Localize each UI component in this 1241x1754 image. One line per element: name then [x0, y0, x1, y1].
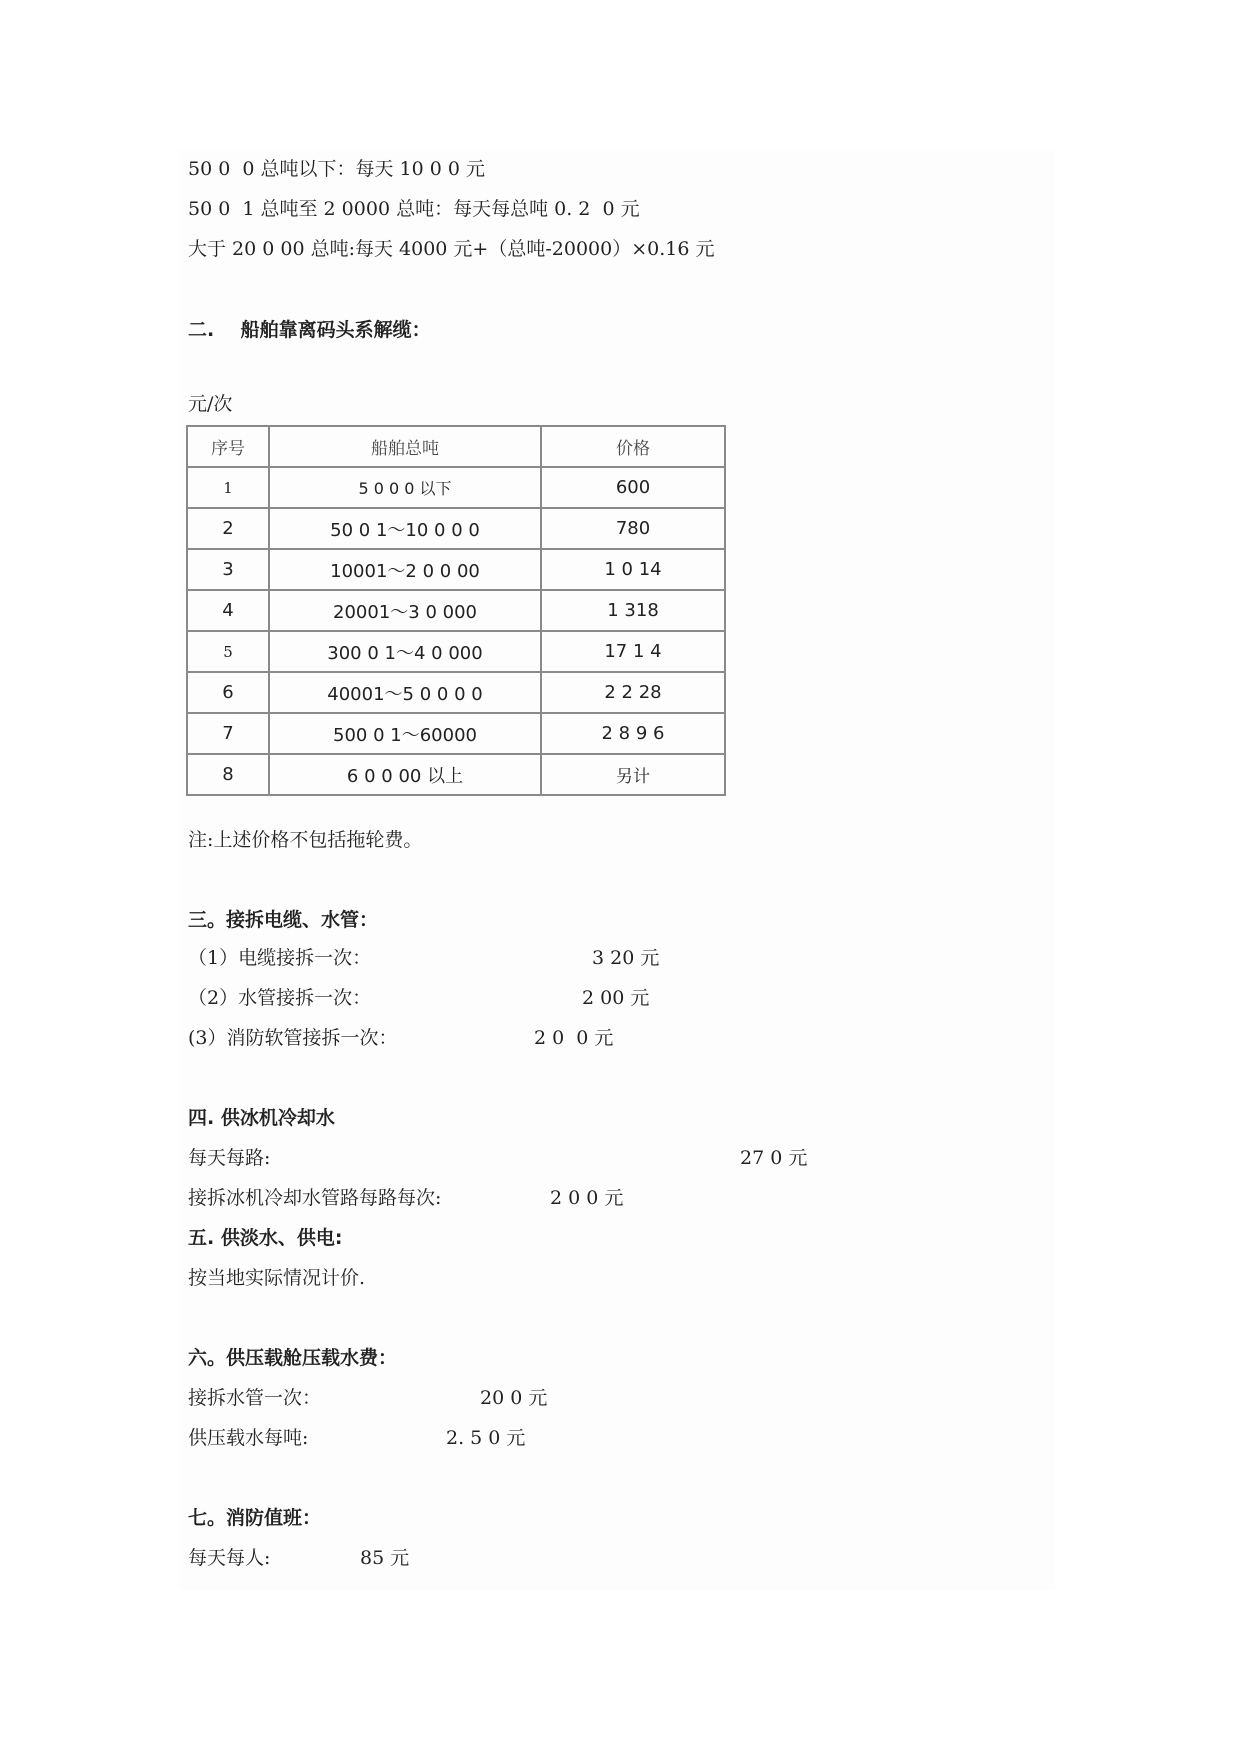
section3-heading: 三。接拆电缆、水管：	[188, 909, 379, 931]
table-header-row	[187, 426, 725, 467]
cell-index: 2	[187, 508, 269, 549]
table-row	[187, 631, 725, 672]
cell-tonnage: 5 0 0 0 以下	[269, 467, 541, 508]
section7-item-1-amount: 85 元	[360, 1547, 410, 1569]
cell-price: 780	[541, 508, 725, 549]
cell-price: 1 0 14	[541, 549, 725, 590]
section6-item-2-label: 供压载水每吨:	[188, 1427, 309, 1449]
section2-unit: 元/次	[188, 393, 233, 415]
intro-line-3: 大于 20 0 00 总吨:每天 4000 元+（总吨-20000）×0.16 元	[188, 238, 715, 260]
section4-item-1-label: 每天每路:	[188, 1147, 271, 1169]
header-price: 价格	[541, 426, 725, 467]
intro-line-2: 50 0 1 总吨至 2 0000 总吨：每天每总吨 0. 2 0 元	[188, 198, 640, 220]
cell-index: 7	[187, 713, 269, 754]
cell-tonnage: 300 0 1～4 0 000	[269, 631, 541, 672]
section6-heading: 六。供压载舱压载水费：	[188, 1347, 398, 1369]
price-note: 注:上述价格不包括拖轮费。	[188, 829, 423, 851]
table-row	[187, 549, 725, 590]
cell-index: 4	[187, 590, 269, 631]
section5-text: 按当地实际情况计价.	[188, 1267, 366, 1289]
section6-item-1-label: 接拆水管一次：	[188, 1387, 322, 1409]
section3-item-1-label: （1）电缆接拆一次：	[188, 947, 372, 969]
cell-index: 5	[187, 631, 269, 672]
cell-tonnage: 500 0 1～60000	[269, 713, 541, 754]
section6-item-2-amount: 2. 5 0 元	[446, 1427, 526, 1449]
section3-item-3-amount: 2 0 0 元	[534, 1027, 614, 1049]
section6-item-1-amount: 20 0 元	[480, 1387, 548, 1409]
header-index: 序号	[187, 426, 269, 467]
cell-index: 8	[187, 754, 269, 795]
berthing-price-table	[186, 425, 726, 796]
cell-index: 3	[187, 549, 269, 590]
section4-item-1-amount: 27 0 元	[740, 1147, 808, 1169]
cell-tonnage: 40001～5 0 0 0 0	[269, 672, 541, 713]
intro-line-1: 50 0 0 总吨以下：每天 10 0 0 元	[188, 158, 486, 180]
table-row	[187, 590, 725, 631]
cell-price: 2 2 28	[541, 672, 725, 713]
section3-item-2-label: （2）水管接拆一次：	[188, 987, 372, 1009]
table-row	[187, 672, 725, 713]
section7-heading: 七。消防值班：	[188, 1507, 322, 1529]
cell-index: 1	[187, 467, 269, 508]
section2-heading: 二. 船舶靠离码头系解缆：	[188, 319, 431, 341]
table-row	[187, 508, 725, 549]
cell-tonnage: 6 0 0 00 以上	[269, 754, 541, 795]
section4-heading: 四. 供冰机冷却水	[188, 1107, 335, 1129]
header-tonnage: 船舶总吨	[269, 426, 541, 467]
document-page	[180, 150, 1055, 1590]
cell-price: 2 8 9 6	[541, 713, 725, 754]
cell-price: 另计	[541, 754, 725, 795]
section5-heading: 五. 供淡水、供电:	[188, 1227, 343, 1249]
cell-index: 6	[187, 672, 269, 713]
section4-item-2-label: 接拆冰机冷却水管路每路每次:	[188, 1187, 442, 1209]
cell-price: 600	[541, 467, 725, 508]
cell-tonnage: 50 0 1～10 0 0 0	[269, 508, 541, 549]
section3-item-2-amount: 2 00 元	[582, 987, 650, 1009]
cell-tonnage: 20001～3 0 000	[269, 590, 541, 631]
section3-item-1-amount: 3 20 元	[592, 947, 660, 969]
section7-item-1-label: 每天每人:	[188, 1547, 271, 1569]
cell-tonnage: 10001～2 0 0 00	[269, 549, 541, 590]
table-row	[187, 467, 725, 508]
cell-price: 1 318	[541, 590, 725, 631]
section3-item-3-label: (3）消防软管接拆一次：	[188, 1027, 398, 1049]
section4-item-2-amount: 2 0 0 元	[550, 1187, 624, 1209]
table-row	[187, 754, 725, 795]
cell-price: 17 1 4	[541, 631, 725, 672]
table-row	[187, 713, 725, 754]
